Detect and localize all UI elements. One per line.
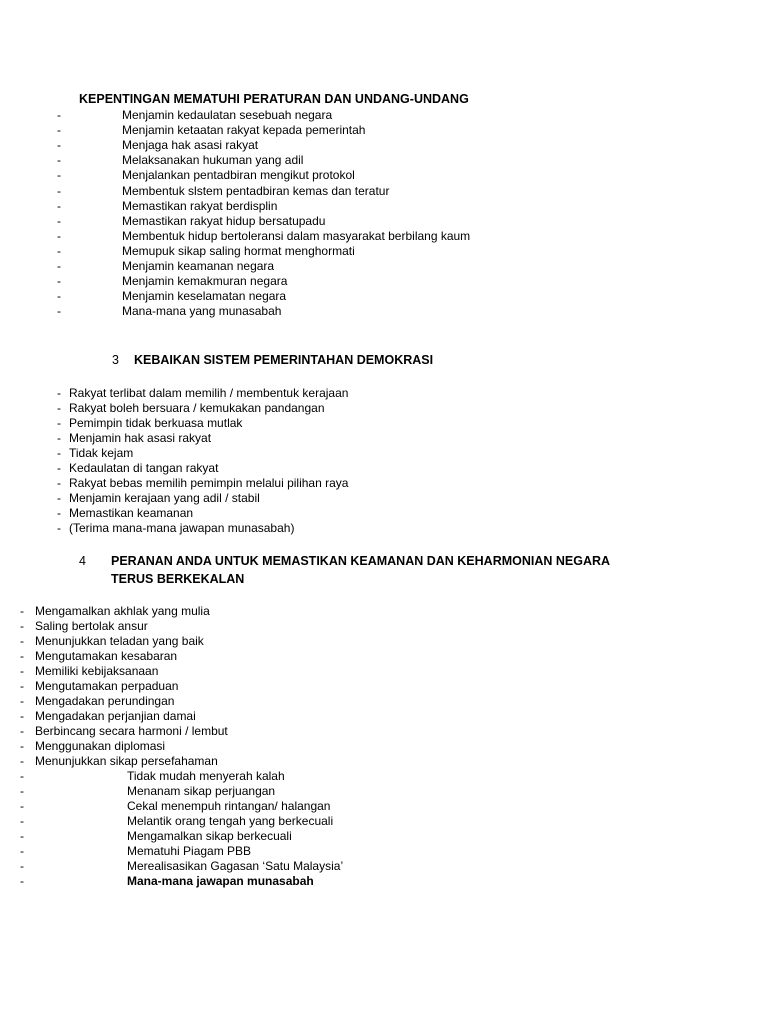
bullet-dash: -: [57, 153, 61, 168]
bullet-dash: -: [57, 476, 61, 490]
list-item-text: Menjamin keamanan negara: [122, 259, 275, 273]
list-item-text: Menjamin kedaulatan sesebuah negara: [122, 108, 333, 122]
list-item-text: Mengamalkan akhlak yang mulia: [35, 604, 210, 618]
list-item-text: Rakyat bebas memilih pemimpin melalui pilihan raya: [69, 476, 349, 490]
list-item: [57, 416, 757, 431]
list-item-text: Menjamin ketaatan rakyat kepada pemerintah: [122, 123, 366, 138]
bullet-dash: -: [57, 491, 61, 505]
list-item-text: Mengutamakan kesabaran: [35, 649, 178, 663]
list-item: [57, 431, 757, 446]
list-item-text: Memupuk sikap saling hormat menghormati: [122, 243, 355, 258]
list-item-text: Pemimpin tidak berkuasa mutlak: [69, 416, 243, 430]
list-item-text: Melantik orang tengah yang berkecuali: [127, 814, 334, 828]
list-item-text: Rakyat boleh bersuara / kemukakan pandangan: [69, 401, 325, 415]
list-item: [57, 461, 757, 476]
bullet-dash: -: [20, 829, 24, 843]
list-item-text: Mengadakan perjanjian damai: [35, 709, 196, 723]
bullet-dash: -: [20, 604, 24, 618]
list-item-text: Mengadakan perundingan: [35, 694, 175, 708]
list-item-text: Saling bertolak ansur: [35, 619, 148, 633]
list-item: [57, 521, 757, 536]
bullet-dash: -: [20, 799, 24, 813]
list-item-text: Mana-mana jawapan munasabah: [127, 874, 314, 888]
bullet-dash: -: [20, 859, 24, 873]
bullet-dash: -: [57, 228, 61, 243]
bullet-dash: -: [57, 274, 61, 289]
bullet-dash: -: [57, 243, 61, 258]
bullet-dash: -: [20, 694, 24, 708]
list-item: [20, 874, 720, 889]
list-item: [57, 184, 757, 199]
bullet-dash: -: [57, 168, 61, 183]
list-item-text: Merealisasikan Gagasan ‘Satu Malaysia’: [127, 859, 344, 873]
bullet-dash: -: [57, 289, 61, 304]
list-item-text: Menjamin kerajaan yang adil / stabil: [69, 491, 260, 505]
section-3-number: 3: [112, 353, 119, 367]
list-item: [57, 476, 757, 491]
list-item: [57, 304, 757, 319]
bullet-dash: -: [20, 739, 24, 753]
list-item-text: Mengutamakan perpaduan: [35, 679, 179, 693]
list-item-text: Menunjukkan teladan yang baik: [35, 634, 204, 648]
bullet-dash: -: [57, 416, 61, 430]
list-item: [20, 709, 720, 724]
list-item: [20, 694, 720, 709]
bullet-dash: -: [57, 213, 61, 228]
section-4-title-line1: PERANAN ANDA UNTUK MEMASTIKAN KEAMANAN DAN KEHARMONIAN NEGARA: [111, 554, 611, 568]
list-item: [20, 754, 720, 769]
list-item-text: Mana-mana yang munasabah: [122, 304, 282, 319]
list-item: [57, 446, 757, 461]
list-item: [20, 784, 720, 799]
list-item-text: Membentuk slstem pentadbiran kemas dan teratur: [122, 183, 390, 198]
list-item-text: Kedaulatan di tangan rakyat: [69, 461, 219, 475]
list-item: [20, 844, 720, 859]
bullet-dash: -: [57, 521, 61, 535]
list-item-text: Menjalankan pentadbiran mengikut protokol: [122, 168, 355, 183]
list-item: [20, 634, 720, 649]
bullet-dash: -: [20, 679, 24, 693]
list-item: [20, 679, 720, 694]
list-item: [57, 401, 757, 416]
list-item-text: (Terima mana-mana jawapan munasabah): [69, 521, 295, 535]
list-item-text: Menunjukkan sikap persefahaman: [35, 754, 218, 768]
list-item-text: Memastikan rakyat hidup bersatupadu: [122, 213, 326, 228]
bullet-dash: -: [57, 431, 61, 445]
list-item-text: Memiliki kebijaksanaan: [35, 664, 159, 678]
list-item-text: Berbincang secara harmoni / lembut: [35, 724, 228, 738]
list-item-text: Tidak mudah menyerah kalah: [127, 769, 285, 783]
bullet-dash: -: [57, 198, 61, 213]
list-item-text: Tidak kejam: [69, 446, 134, 460]
list-item-text: Rakyat terlibat dalam memilih / membentuk kerajaan: [69, 386, 349, 400]
list-item: [57, 274, 757, 289]
list-item-text: Membentuk hidup bertoleransi dalam masyarakat berbilang kaum: [122, 228, 471, 243]
bullet-dash: -: [20, 844, 24, 858]
list-item: [20, 664, 720, 679]
list-item: [20, 859, 720, 874]
list-item-text: Mengamalkan sikap berkecuali: [127, 829, 292, 843]
bullet-dash: -: [57, 461, 61, 475]
bullet-dash: -: [57, 183, 61, 198]
list-item: [57, 506, 757, 521]
list-item-text: Memastikan rakyat berdisplin: [122, 198, 278, 213]
section-3-title: KEBAIKAN SISTEM PEMERINTAHAN DEMOKRASI: [134, 353, 434, 367]
bullet-dash: -: [20, 664, 24, 678]
list-item: [57, 259, 757, 274]
list-item: [20, 604, 720, 619]
bullet-dash: -: [20, 769, 24, 783]
bullet-dash: -: [20, 754, 24, 768]
list-item-text: Cekal menempuh rintangan/ halangan: [127, 799, 331, 813]
section-4-number: 4: [79, 554, 86, 568]
list-item-text: Menjamin keselamatan negara: [122, 289, 287, 304]
bullet-dash: -: [57, 108, 61, 122]
list-item-text: Menggunakan diplomasi: [35, 739, 166, 753]
list-item-text: Menjaga hak asasi rakyat: [122, 138, 259, 153]
bullet-dash: -: [57, 446, 61, 460]
list-item-text: Menjamin hak asasi rakyat: [69, 431, 212, 445]
bullet-dash: -: [57, 123, 61, 138]
bullet-dash: -: [20, 874, 24, 888]
bullet-dash: -: [57, 138, 61, 153]
list-item-text: Mematuhi Piagam PBB: [127, 844, 252, 858]
list-item: [20, 724, 720, 739]
list-item: [57, 123, 757, 138]
bullet-dash: -: [57, 304, 61, 319]
bullet-dash: -: [57, 506, 61, 520]
list-item: [20, 619, 720, 634]
list-item: [20, 814, 720, 829]
list-item: [57, 138, 757, 153]
list-item: [57, 491, 757, 506]
list-item: [57, 108, 757, 123]
bullet-dash: -: [57, 259, 61, 273]
list-item-text: Melaksanakan hukuman yang adil: [122, 153, 304, 168]
section-kepentingan-title: KEPENTINGAN MEMATUHI PERATURAN DAN UNDANG-UNDANG: [79, 92, 469, 106]
bullet-dash: -: [20, 814, 24, 828]
list-item: [20, 739, 720, 754]
bullet-dash: -: [20, 724, 24, 738]
bullet-dash: -: [20, 619, 24, 633]
list-item-text: Menanam sikap perjuangan: [127, 784, 276, 798]
list-item: [57, 229, 757, 244]
list-item: [20, 799, 720, 814]
list-item: [57, 214, 757, 229]
list-item: [20, 769, 720, 784]
list-item: [57, 244, 757, 259]
list-item: [20, 829, 720, 844]
list-item: [57, 199, 757, 214]
list-item: [57, 153, 757, 168]
bullet-dash: -: [20, 784, 24, 798]
bullet-dash: -: [20, 709, 24, 723]
list-item-text: Menjamin kemakmuran negara: [122, 274, 288, 289]
list-item-text: Memastikan keamanan: [69, 506, 194, 520]
bullet-dash: -: [20, 634, 24, 648]
list-item: [57, 289, 757, 304]
bullet-dash: -: [57, 386, 61, 400]
section-4-title-line2: TERUS BERKEKALAN: [111, 572, 245, 586]
list-item: [57, 168, 757, 183]
list-item: [57, 386, 757, 401]
bullet-dash: -: [57, 401, 61, 415]
list-item: [20, 649, 720, 664]
bullet-dash: -: [20, 649, 24, 663]
